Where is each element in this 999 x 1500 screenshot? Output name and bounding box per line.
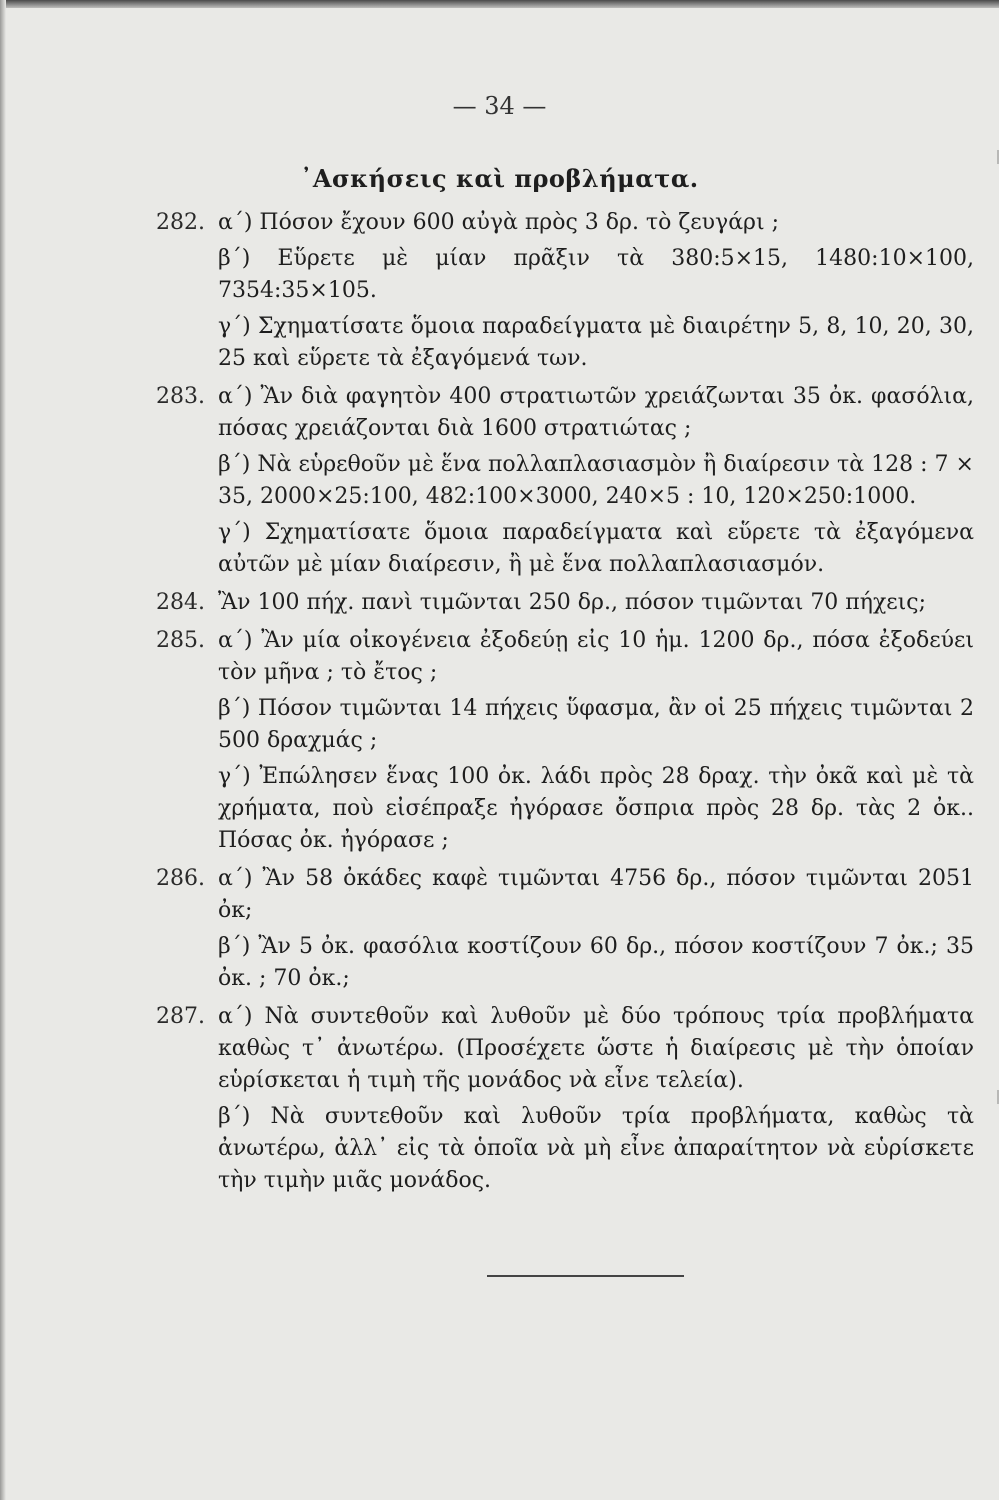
problem-item: β΄) Νὰ εὑρεθοῦν μὲ ἕνα πολλαπλασιασμὸν ἢ διαίρεσιν τὰ 128 : 7 × 35, 2000×25:100, 482:100×3000, 240×5 : 10, 120×250:1000. <box>218 452 974 509</box>
problem-number: 283. <box>156 384 205 409</box>
problem-item: β΄) Εὕρετε μὲ μίαν πρᾶξιν τὰ 380:5×15, 1480:10×100, 7354:35×105. <box>218 246 974 303</box>
problem-285 <box>156 625 974 857</box>
problem-item: α΄) Ἂν διὰ φαγητὸν 400 στρατιωτῶν χρειάζωνται 35 ὀκ. φασόλια, πόσας χρειάζονται διὰ 1600 στρατιώτας ; <box>218 384 974 441</box>
problem-list <box>156 207 974 1203</box>
section-title: ᾿Ασκήσεις καὶ προβλήματα. <box>300 164 699 193</box>
problem-item: β΄) Ἂν 5 ὀκ. φασόλια κοστίζουν 60 δρ., πόσον κοστίζουν 7 ὀκ.; 35 ὀκ. ; 70 ὀκ.; <box>218 934 974 991</box>
page-number: — 34 — <box>452 92 547 120</box>
problem-item: γ΄) Σχηματίσατε ὅμοια παραδείγματα καὶ εὕρετε τὰ ἐξαγόμενα αὐτῶν μὲ μίαν διαίρεσιν, ἢ μὲ ἕνα πολλαπλασιασμόν. <box>218 520 974 577</box>
problem-number: 284. <box>156 590 205 615</box>
problem-item: α΄) Ἂν 58 ὀκάδες καφὲ τιμῶνται 4756 δρ., πόσον τιμῶνται 2051 ὀκ; <box>218 866 974 923</box>
problem-number: 287. <box>156 1004 205 1029</box>
page-top-edge <box>0 0 999 8</box>
page-left-edge <box>0 0 6 1500</box>
problem-item: γ΄) Σχηματίσατε ὅμοια παραδείγματα μὲ διαιρέτην 5, 8, 10, 20, 30, 25 καὶ εὕρετε τὰ ἐξαγόμενά των. <box>218 314 974 371</box>
problem-item: Ἂν 100 πήχ. πανὶ τιμῶνται 250 δρ., πόσον τιμῶνται 70 πήχεις; <box>218 590 927 615</box>
problem-number: 285. <box>156 628 205 653</box>
problem-number: 282. <box>156 210 205 235</box>
problem-item: α΄) Πόσον ἔχουν 600 αὐγὰ πρὸς 3 δρ. τὸ ζευγάρι ; <box>218 210 780 235</box>
problem-286 <box>156 863 974 995</box>
problem-283 <box>156 381 974 581</box>
problem-item: α΄) Ἂν μία οἰκογένεια ἐξοδεύῃ εἰς 10 ἡμ. 1200 δρ., πόσα ἐξοδεύει τὸν μῆνα ; τὸ ἔτος ; <box>218 628 974 685</box>
problem-282 <box>156 207 974 375</box>
problem-number: 286. <box>156 866 205 891</box>
problem-item: γ΄) Ἐπώλησεν ἕνας 100 ὀκ. λάδι πρὸς 28 δραχ. τὴν ὀκᾶ καὶ μὲ τὰ χρήματα, ποὺ εἰσέπραξε ἠγόρασε ὄσπρια πρὸς 28 δρ. τὰς 2 ὀκ.. Πόσας ὀκ. ἠγόρασε ; <box>218 764 974 853</box>
problem-item: α΄) Νὰ συντεθοῦν καὶ λυθοῦν μὲ δύο τρόπους τρία προβλήματα καθὼς τ᾿ ἀνωτέρω. (Προσέχετε ὥστε ἡ διαίρεσις μὲ τὴν ὁποίαν εὑρίσκεται ἡ τιμὴ τῆς μονάδος νὰ εἶνε τελεία). <box>218 1004 974 1093</box>
end-rule <box>487 1275 684 1277</box>
problem-item: β΄) Πόσον τιμῶνται 14 πήχεις ὕφασμα, ἂν οἱ 25 πήχεις τιμῶνται 2 500 δραχμάς ; <box>218 696 974 753</box>
problem-287 <box>156 1001 974 1197</box>
problem-item: β΄) Νὰ συντεθοῦν καὶ λυθοῦν τρία προβλήματα, καθὼς τὰ ἀνωτέρω, ἀλλ᾿ εἰς τὰ ὁποῖα νὰ μὴ εἶνε ἀπαραίτητον νὰ εὑρίσκετε τὴν τιμὴν μιᾶς μονάδος. <box>218 1104 974 1193</box>
problem-284 <box>156 587 974 619</box>
